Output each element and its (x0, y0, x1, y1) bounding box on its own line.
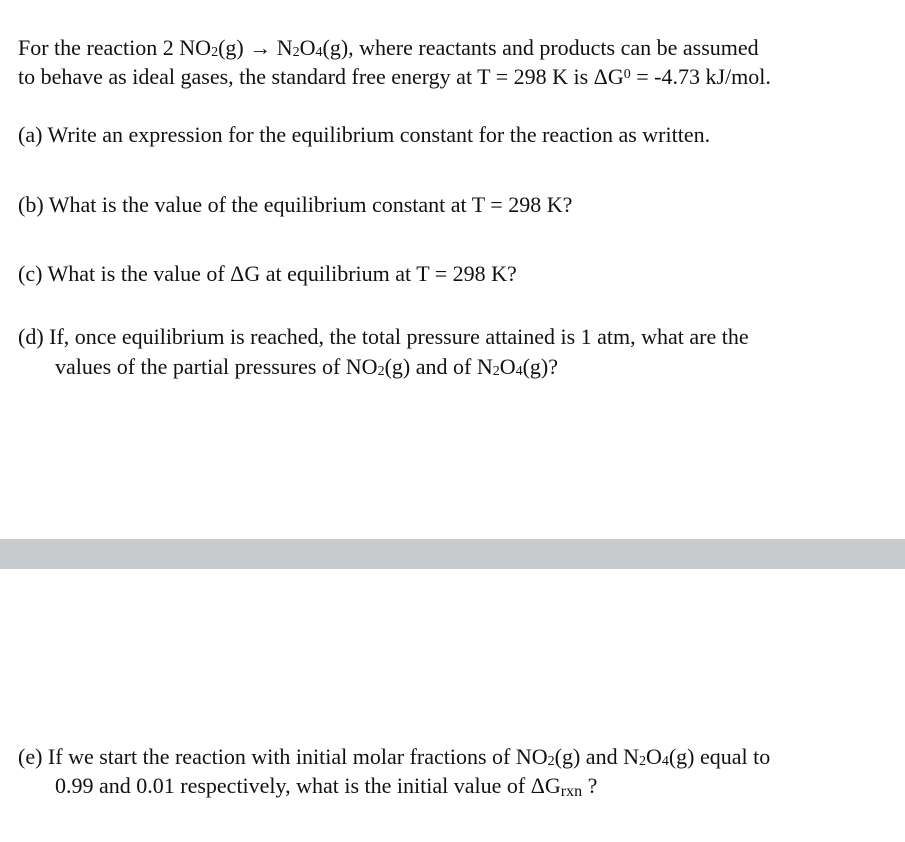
subscript: 2 (547, 754, 555, 769)
subscript: 2 (492, 364, 500, 379)
text: (g) and of N (384, 354, 493, 379)
question-d-line-1: (d) If, once equilibrium is reached, the total pressure attained is 1 atm, what are the (18, 324, 749, 349)
text: = -4.73 kJ/mol. (630, 64, 771, 89)
text: 0.99 and 0.01 respectively, what is the initial value of ΔG (55, 773, 561, 798)
question-e-line-2 (55, 771, 597, 803)
question-a: (a) Write an expression for the equilibrium constant for the reaction as written. (18, 122, 711, 147)
subscript: 2 (211, 45, 219, 60)
subscript: 2 (377, 364, 385, 379)
question-b: (b) What is the value of the equilibrium constant at T = 298 K? (18, 192, 573, 217)
text: (g) → N (218, 35, 293, 60)
subscript: 2 (292, 45, 300, 60)
text: ? (582, 773, 598, 798)
subscript: 2 (638, 754, 646, 769)
text: For the reaction 2 NO (18, 35, 212, 60)
subscript: 4 (661, 754, 669, 769)
text: (g)? (522, 354, 559, 379)
text: O (499, 354, 516, 379)
text: (g) and N (554, 744, 639, 769)
text: values of the partial pressures of NO (55, 354, 378, 379)
question-c: (c) What is the value of ΔG at equilibrium at T = 298 K? (18, 261, 517, 286)
page-divider (0, 539, 905, 569)
subscript: 4 (315, 45, 323, 60)
text: to behave as ideal gases, the standard free energy at T = 298 K is ΔG (18, 64, 624, 89)
superscript: 0 (623, 67, 631, 82)
text: (g) equal to (668, 744, 771, 769)
question-d-line-2 (55, 352, 558, 385)
subscript: rxn (560, 783, 583, 800)
text: (g), where reactants and products can be assumed (322, 35, 759, 60)
text: O (645, 744, 662, 769)
text: O (299, 35, 316, 60)
subscript: 4 (515, 364, 523, 379)
text: (e) If we start the reaction with initial molar fractions of NO (18, 744, 548, 769)
intro-line-2 (18, 62, 771, 91)
